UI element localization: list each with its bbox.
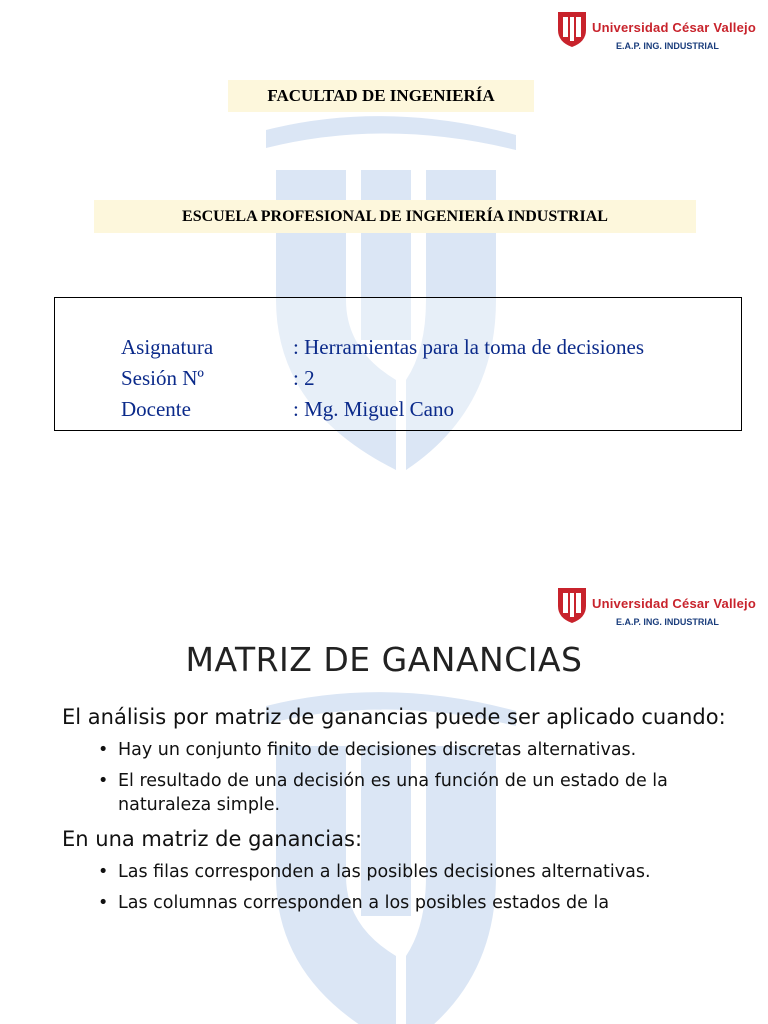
slide-content: [62, 702, 752, 922]
slide-title: MATRIZ DE GANANCIAS: [185, 640, 583, 679]
matrix-list: [62, 860, 752, 915]
info-value: : Herramientas para la toma de decisiones: [293, 335, 645, 359]
list-item: • Las filas corresponden a las posibles decisiones alternativas.: [98, 860, 752, 884]
school-name: E.A.P. ING. INDUSTRIAL: [616, 41, 719, 51]
university-name: Universidad César Vallejo: [592, 596, 756, 611]
ucv-shield-icon: [556, 586, 588, 624]
info-value: : 2: [293, 366, 315, 390]
info-label: Sesión Nº: [121, 366, 204, 390]
conditions-list: [62, 738, 752, 817]
course-info-box: [54, 297, 742, 431]
intro-paragraph: El análisis por matriz de ganancias puede ser aplicado cuando:: [62, 705, 726, 729]
university-logo: [556, 586, 766, 626]
info-row-subject: [121, 335, 644, 360]
ucv-shield-icon: [556, 10, 588, 48]
section-heading: En una matriz de ganancias:: [62, 827, 363, 851]
university-logo: [556, 10, 766, 50]
list-item: • Las columnas corresponden a los posibles estados de la: [98, 891, 752, 915]
info-label: Docente: [121, 397, 191, 421]
university-name: Universidad César Vallejo: [592, 20, 756, 35]
list-item: • Hay un conjunto finito de decisiones discretas alternativas.: [98, 738, 752, 762]
school-name: E.A.P. ING. INDUSTRIAL: [616, 617, 719, 627]
content-slide: [0, 576, 768, 1024]
info-value: : Mg. Miguel Cano: [293, 397, 454, 421]
school-banner: ESCUELA PROFESIONAL DE INGENIERÍA INDUSTRIAL: [94, 200, 696, 233]
list-item: • El resultado de una decisión es una función de un estado de la naturaleza simple.: [98, 769, 752, 817]
info-label: Asignatura: [121, 335, 214, 359]
info-row-session: [121, 366, 315, 391]
info-row-teacher: [121, 397, 454, 422]
faculty-banner: FACULTAD DE INGENIERÍA: [228, 80, 534, 112]
